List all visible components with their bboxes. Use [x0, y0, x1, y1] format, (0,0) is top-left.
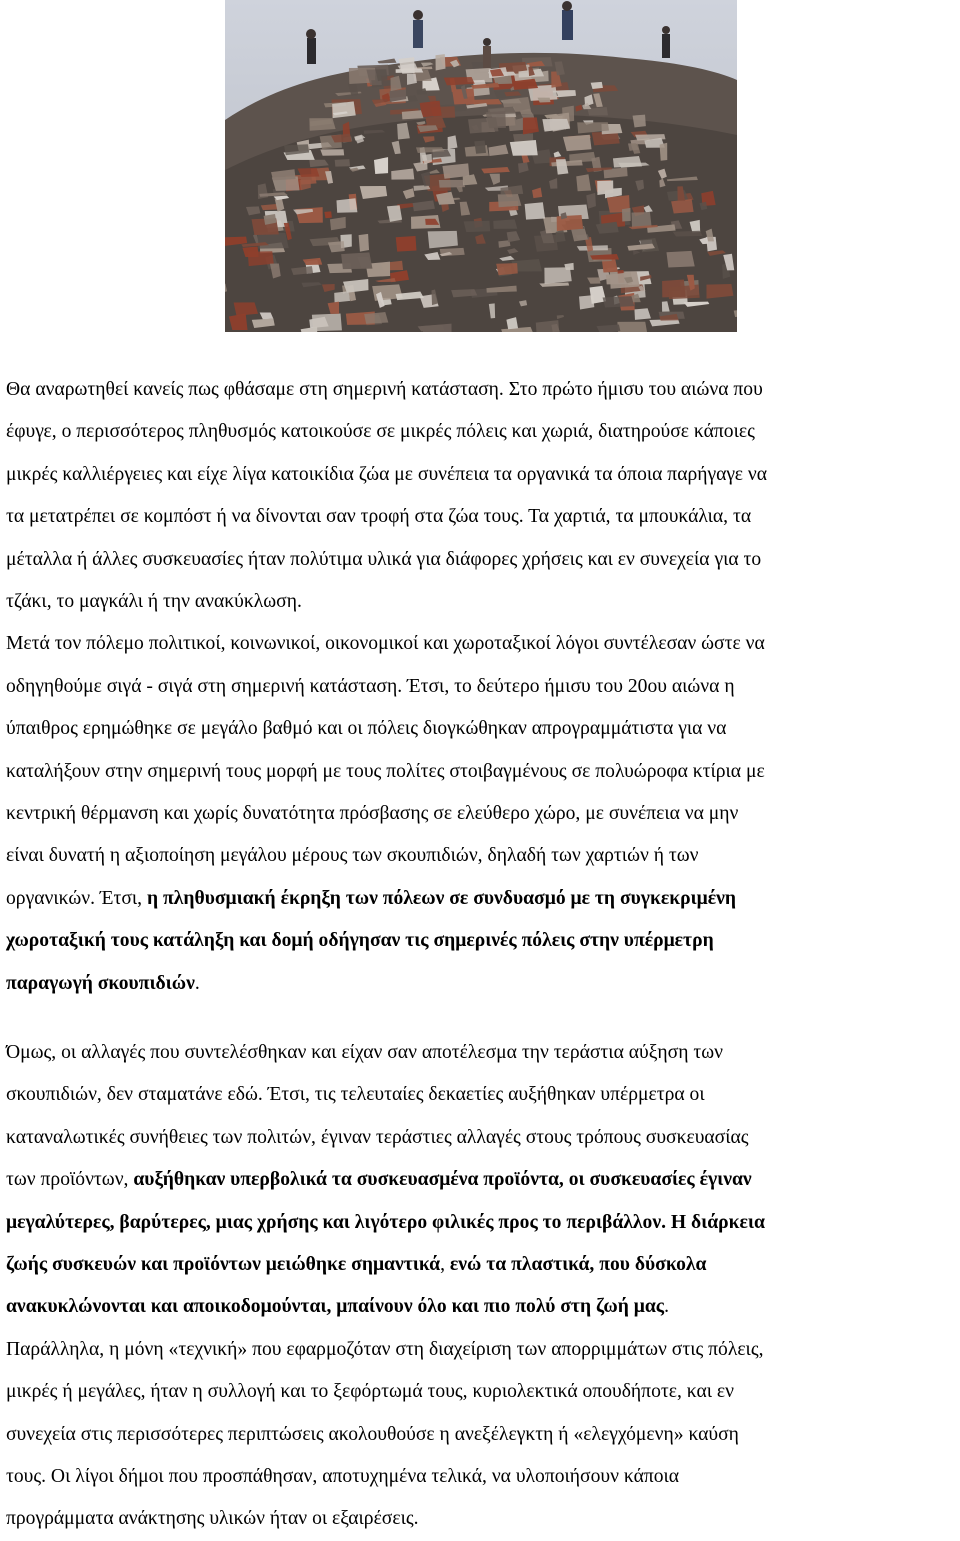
rubble-chunk — [234, 302, 258, 315]
rubble-chunk — [523, 117, 539, 134]
rubble-chunk — [341, 252, 372, 269]
text-line: έφυγε, ο περισσότερος πληθυσμός κατοικούσε σε μικρές πόλεις και χωριά, διατηρούσε κάποιες — [6, 411, 954, 453]
text-line: κεντρική θέρμανση και χωρίς δυνατότητα πρόσβασης σε ελεύθερο χώρο, με συνέπεια να μην — [6, 793, 954, 835]
rubble-chunk — [428, 231, 458, 249]
text-line: καταναλωτικές συνήθειες των πολιτών, έγιναν τεράστιες αλλαγές στους τρόπους συσκευασίας — [6, 1117, 954, 1159]
text-line: τζάκι, το μαγκάλι ή την ανακύκλωση. — [6, 581, 954, 623]
rubble-chunk — [332, 101, 356, 118]
bold-emphasis: αυξήθηκαν υπερβολικά τα συσκευασμένα προϊόντα, οι συσκευασίες έγιναν — [133, 1169, 751, 1190]
text-run: , — [440, 1254, 450, 1275]
text-run: . — [664, 1296, 669, 1317]
rubble-chunk — [591, 82, 603, 89]
rubble-chunk — [498, 194, 522, 207]
text-line: είναι δυνατή η αξιοποίηση μεγάλου μέρους των σκουπιδιών, δηλαδή των χαρτιών ή των — [6, 835, 954, 877]
paragraph-1 — [6, 369, 954, 1005]
rubble-chunk — [493, 219, 517, 228]
rubble-chunk — [374, 157, 388, 174]
rubble-chunk — [435, 54, 445, 70]
rubble-chunk — [396, 236, 417, 252]
text-line: σκουπιδιών, δεν σταματάνε εδώ. Έτσι, τις τελευταίες δεκαετίες αυξήθηκαν υπέρμετρα οι — [6, 1074, 954, 1116]
text-line: μέταλλα ή άλλες συσκευασίες ήταν πολύτιμα υλικά για διάφορες χρήσεις και εν συνεχεία για το — [6, 539, 954, 581]
rubble-chunk — [335, 159, 350, 167]
text-line: οδηγηθούμε σιγά - σιγά στη σημερινή κατάσταση. Έτσι, το δεύτερο ήμισυ του 20ου αιώνα η — [6, 666, 954, 708]
rubble-chunk — [622, 208, 631, 222]
text-line — [6, 963, 954, 1005]
rubble-chunk — [597, 181, 613, 195]
rubble-chunk — [420, 101, 442, 118]
text-line: τους. Οι λίγοι δήμοι που προσπάθησαν, αποτυχημένα τελικά, να υλοποιήσουν κάποια — [6, 1456, 954, 1498]
rubble-chunk — [364, 312, 388, 324]
rubble-chunk — [402, 110, 424, 119]
rubble-chunk — [359, 234, 369, 252]
rubble-chunk — [510, 140, 538, 156]
text-line: μικρές ή μεγάλες, ήταν η συλλογή και το ξεφόρτωμά τους, κυριολεκτικά οπουδήποτε, και εν — [6, 1371, 954, 1413]
rubble-chunk — [464, 221, 491, 232]
rubble-chunk — [563, 135, 592, 151]
rubble-chunk — [538, 98, 551, 103]
text-line — [6, 1202, 954, 1244]
rubble-chunk — [474, 141, 486, 154]
paragraph-2 — [6, 1032, 954, 1541]
text-line: Μετά τον πόλεμο πολιτικοί, κοινωνικοί, οικονομικοί και χωροταξικοί λόγοι συντέλεσαν ώστε να — [6, 623, 954, 665]
rubble-chunk — [297, 168, 319, 177]
text-line: μικρές καλλιέργειες και είχε λίγα κατοικίδια ζώα με συνέπεια τα οργανικά τα όποια παρήγαγε να — [6, 454, 954, 496]
text-line: καταλήξουν στην σημερινή τους μορφή με τους πολίτες στοιβαγμένους σε πολυώροφα κτίρια με — [6, 751, 954, 793]
text-run: οργανικών. Έτσι, — [6, 888, 147, 909]
rubble-chunk — [334, 291, 350, 302]
text-line: Όμως, οι αλλαγές που συντελέσθηκαν και είχαν σαν αποτέλεσμα την τεράστια αύξηση των — [6, 1032, 954, 1074]
paragraph-changes — [6, 1032, 954, 1541]
bold-emphasis: ανακυκλώνονται και αποικοδομούνται, μπαίνουν όλο και πιο πολύ στη ζωή μας — [6, 1296, 664, 1317]
text-line: τα μετατρέπει σε κομπόστ ή να δίνονται σαν τροφή στα ζώα τους. Τα χαρτιά, τα μπουκάλια, τα — [6, 496, 954, 538]
rubble-chunk — [631, 212, 651, 228]
paragraph-history — [6, 369, 954, 1005]
rubble-chunk — [312, 313, 342, 331]
rubble-chunk — [496, 263, 518, 275]
bold-emphasis: μεγαλύτερες, βαρύτερες, μιας χρήσης και λιγότερο φιλικές προς το περιβάλλον. Η διάρκεια — [6, 1212, 765, 1233]
text-line: Παράλληλα, η μόνη «τεχνική» που εφαρμοζόταν στη διαχείριση των απορριμμάτων στις πόλεις, — [6, 1329, 954, 1371]
text-line — [6, 878, 954, 920]
rubble-chunk — [576, 174, 591, 191]
rubble-chunk — [324, 211, 331, 218]
rubble-chunk — [660, 143, 668, 161]
text-line — [6, 1244, 954, 1286]
rubble-chunk — [472, 99, 502, 105]
text-run: των προϊόντων, — [6, 1169, 133, 1190]
bold-emphasis: παραγωγή σκουπιδιών — [6, 973, 195, 994]
rubble-chunk — [309, 118, 335, 131]
text-line: προγράμματα ανάκτησης υλικών ήταν οι εξαιρέσεις. — [6, 1498, 954, 1540]
rubble-chunk — [557, 215, 583, 231]
rubble-illustration — [225, 0, 737, 332]
rubble-chunk — [603, 296, 635, 307]
rubble-chunk — [617, 322, 647, 332]
rubble-chunk — [544, 267, 571, 284]
rubble-chunk — [258, 233, 289, 249]
text-line: ύπαιθρος ερημώθηκε σε μεγάλο βαθμό και οι πόλεις διογκώθηκαν απρογραμμάτιστα για να — [6, 708, 954, 750]
rubble-chunk — [468, 117, 499, 133]
text-line: Θα αναρωτηθεί κανείς πως φθάσαμε στη σημερινή κατάσταση. Στο πρώτο ήμισυ του αιώνα που — [6, 369, 954, 411]
rubble-chunk — [439, 180, 465, 188]
rubble-chunk — [525, 202, 545, 219]
text-line — [6, 1159, 954, 1201]
rubble-chunk — [671, 199, 694, 213]
text-run: . — [195, 973, 200, 994]
bold-emphasis: ενώ τα πλαστικά, που δύσκολα — [450, 1254, 707, 1275]
bold-emphasis: η πληθυσμιακή έκρηξη των πόλεων σε συνδυασμό με τη συγκεκριμένη — [147, 888, 736, 909]
rubble-chunk — [336, 198, 357, 212]
rubble-chunk — [320, 149, 344, 155]
text-line — [6, 1286, 954, 1328]
rubble-pile-photo — [225, 0, 737, 332]
bold-emphasis: ζωής συσκευών και προϊόντων μειώθηκε σημαντικά — [6, 1254, 440, 1275]
bold-emphasis: χωροταξική τους κατάληξη και δομή οδήγησαν τις σημερινές πόλεις στην υπέρμετρη — [6, 930, 714, 951]
rubble-chunk — [666, 251, 694, 268]
rubble-chunk — [633, 115, 646, 128]
text-line: συνεχεία στις περισσότερες περιπτώσεις ακολουθούσε η ανεξέλεγκτη ή «ελεγχόμενη» καύση — [6, 1414, 954, 1456]
text-line — [6, 920, 954, 962]
